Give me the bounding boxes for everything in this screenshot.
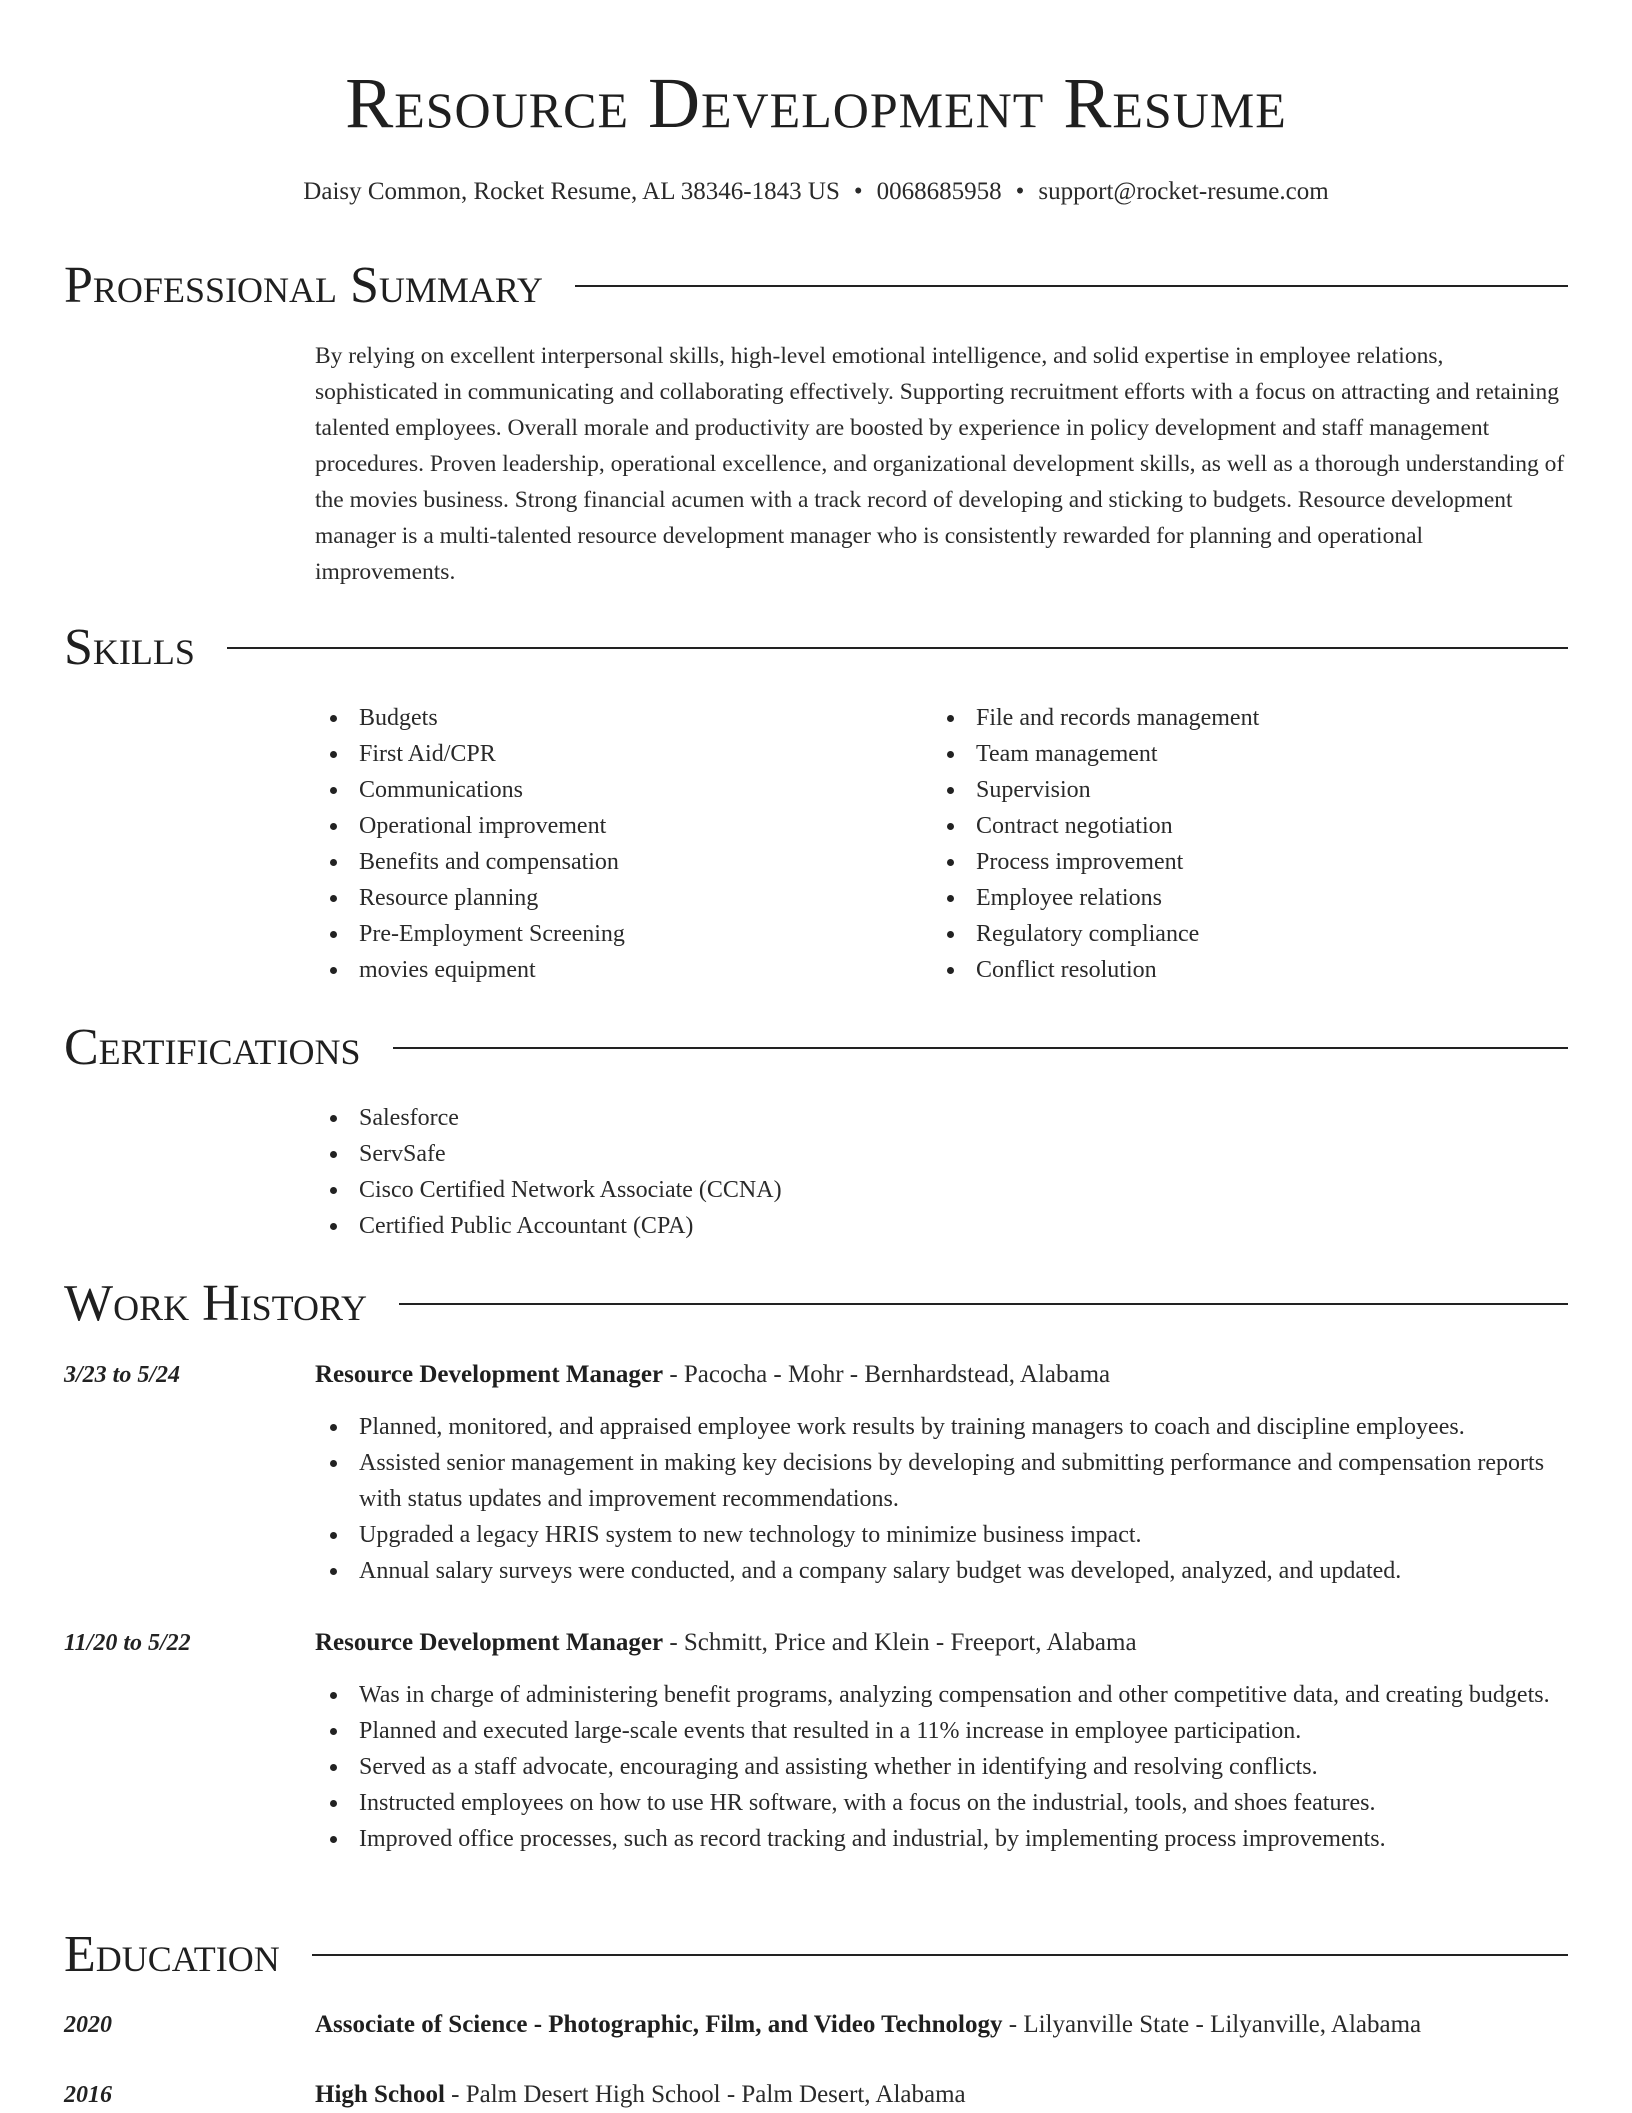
job-duty: Assisted senior management in making key decisions by developing and submitting performance and compensation reports with status updates and improvement recommendations. [315,1445,1568,1517]
skill-item: First Aid/CPR [315,736,875,772]
education-degree: High School [315,2081,445,2108]
skill-item: Budgets [315,700,875,736]
section-professional-summary [64,256,1568,316]
resume-title: Resource Development Resume [345,63,1287,143]
certification-item: Certified Public Accountant (CPA) [315,1208,1215,1244]
job-duty: Planned, monitored, and appraised employee work results by training managers to coach and discipline employees. [315,1409,1568,1445]
education-year: 2016 [64,2082,112,2108]
section-divider [575,285,1568,287]
job-duty: Was in charge of administering benefit programs, analyzing compensation and other competitive data, and creating budgets. [315,1677,1568,1713]
skill-item: Regulatory compliance [932,916,1532,952]
section-heading: Professional Summary [64,257,543,314]
skill-item: File and records management [932,700,1532,736]
certification-item: ServSafe [315,1136,1215,1172]
education-line [315,2007,1568,2043]
job-duty: Planned and executed large-scale events that resulted in a 11% increase in employee participation. [315,1713,1568,1749]
section-education [64,1925,1568,1985]
skill-item: Pre-Employment Screening [315,916,875,952]
job-duties-list [315,1409,1568,1589]
skill-item: movies equipment [315,952,875,988]
job-employer: - Schmitt, Price and Klein - Freeport, Alabama [663,1629,1137,1656]
skill-item: Team management [932,736,1532,772]
job-duty: Upgraded a legacy HRIS system to new technology to minimize business impact. [315,1517,1568,1553]
certifications-list [315,1100,1215,1244]
contact-separator: • [853,178,863,205]
education-year: 2020 [64,2012,112,2038]
contact-line [0,175,1632,209]
job-employer: - Pacocha - Mohr - Bernhardstead, Alabama [663,1361,1111,1388]
skill-item: Communications [315,772,875,808]
section-divider [399,1303,1568,1305]
section-skills [64,618,1568,678]
contact-phone: 0068685958 [876,178,1002,205]
skill-item: Employee relations [932,880,1532,916]
section-divider [312,1954,1568,1956]
education-line [315,2077,1568,2113]
education-school: - Palm Desert High School - Palm Desert, Alabama [444,2081,966,2108]
job-role: Resource Development Manager [315,1361,664,1388]
certification-item: Salesforce [315,1100,1215,1136]
section-heading: Work History [64,1275,368,1332]
skills-list-right [932,700,1532,988]
job-duties-list [315,1677,1568,1857]
summary-text: By relying on excellent interpersonal skills, high-level emotional intelligence, and solid expertise in employee relations, sophisticated in communicating and collaborating effectively. Supporting recruitment efforts with a focus on attracting and retaining talented employees. Overall morale and productivity are boosted by experience in policy development and staff management procedures. Proven leadership, operational excellence, and organizational development skills, as well as a thorough understanding of the movies business. Strong financial acumen with a track record of developing and sticking to budgets. Resource development manager is a multi-talented resource development manager who is consistently rewarded for planning and operational improvements. [315,343,1565,585]
job-duty: Instructed employees on how to use HR software, with a focus on the industrial, tools, and shoes features. [315,1785,1568,1821]
job-duty: Improved office processes, such as record tracking and industrial, by implementing process improvements. [315,1821,1568,1857]
education-degree: Associate of Science - Photographic, Film, and Video Technology [315,2011,1003,2038]
section-work-history [64,1274,1568,1334]
section-heading: Certifications [64,1019,361,1076]
section-heading: Education [64,1926,280,1983]
section-divider [393,1047,1568,1049]
job-dates: 11/20 to 5/22 [64,1630,191,1656]
section-heading: Skills [64,619,195,676]
skill-item: Contract negotiation [932,808,1532,844]
section-certifications [64,1018,1568,1078]
skill-item: Supervision [932,772,1532,808]
skill-item: Process improvement [932,844,1532,880]
skill-item: Operational improvement [315,808,875,844]
job-duty: Annual salary surveys were conducted, and a company salary budget was developed, analyzed, and updated. [315,1553,1568,1589]
skill-item: Benefits and compensation [315,844,875,880]
contact-separator: • [1015,178,1025,205]
job-title-line [315,1625,1568,1661]
education-school: - Lilyanville State - Lilyanville, Alabama [1002,2011,1422,2038]
skill-item: Resource planning [315,880,875,916]
skills-list-left [315,700,875,988]
job-duty: Served as a staff advocate, encouraging and assisting whether in identifying and resolving conflicts. [315,1749,1568,1785]
job-role: Resource Development Manager [315,1629,664,1656]
section-divider [227,647,1568,649]
job-dates: 3/23 to 5/24 [64,1362,181,1388]
skill-item: Conflict resolution [932,952,1532,988]
job-title-line [315,1357,1568,1393]
contact-address: Daisy Common, Rocket Resume, AL 38346-1843 US [303,178,840,205]
certification-item: Cisco Certified Network Associate (CCNA) [315,1172,1215,1208]
contact-email: support@rocket-resume.com [1038,178,1329,205]
